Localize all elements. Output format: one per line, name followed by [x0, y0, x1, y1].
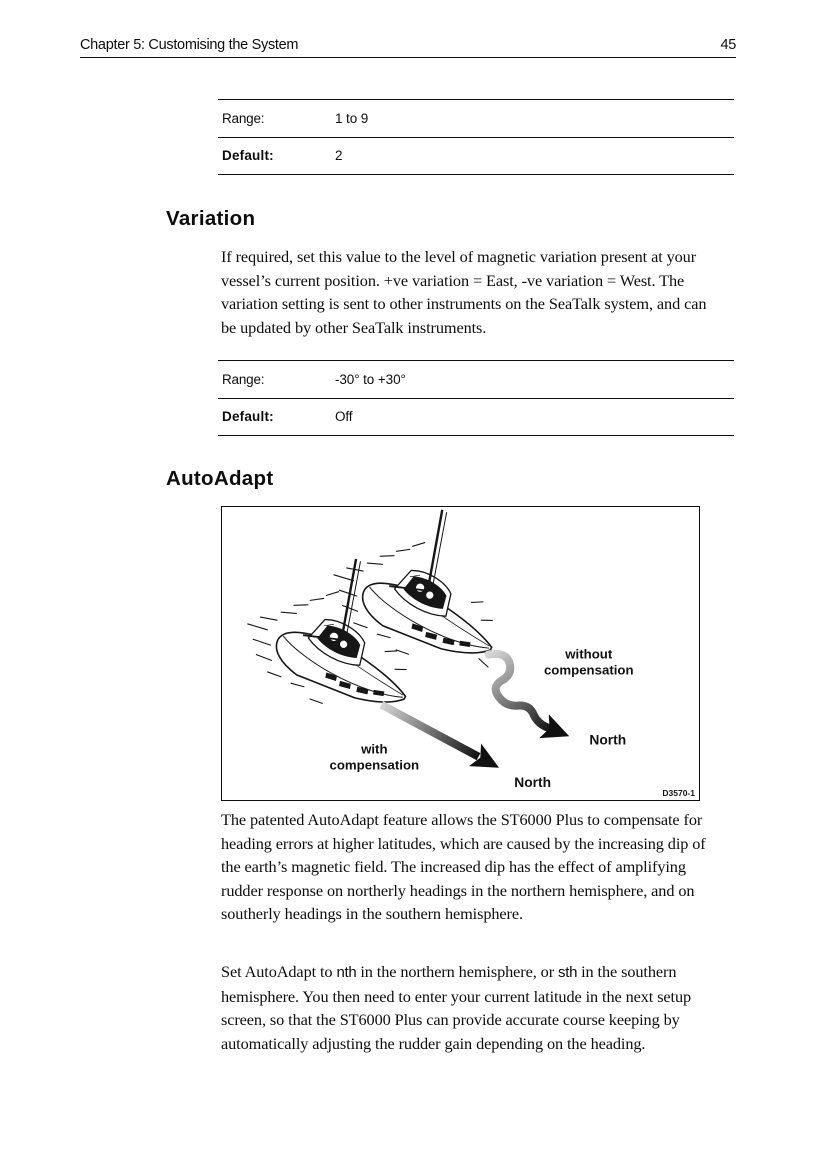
table-row: [218, 361, 734, 399]
table-row: [218, 399, 734, 437]
figure-label-with-line1: with: [361, 741, 388, 757]
page-number: 45: [720, 37, 736, 53]
figure-label-without-line1: without: [565, 646, 613, 662]
range-label: Range:: [222, 371, 265, 387]
default-value: Off: [335, 409, 353, 425]
section-heading-variation: Variation: [166, 207, 256, 230]
figure-drawing-ref: D3570-1: [662, 787, 695, 798]
with-compensation-arrow: [381, 705, 478, 757]
default-label: Default:: [222, 409, 274, 425]
north-label-bottom: North: [514, 773, 552, 790]
figure-label-with-line2: compensation: [329, 757, 420, 773]
chapter-title: Chapter 5: Customising the System: [80, 37, 299, 53]
spec-table-variation: [218, 360, 734, 436]
without-compensation-arrow: [489, 654, 548, 728]
table-row: [218, 100, 734, 138]
table-row: [218, 138, 734, 176]
range-value: -30° to +30°: [335, 371, 406, 387]
range-value: 1 to 9: [335, 110, 369, 126]
paragraph-variation: If required, set this value to the level of magnetic variation present at your vessel’s current position. +ve variation = East, -ve variation = West. The variation setting is sent to other instruments on the SeaTalk system, and can be updated by other SeaTalk instruments.: [221, 247, 707, 337]
default-value: 2: [335, 148, 343, 164]
default-label: Default:: [222, 148, 274, 164]
running-header: [80, 37, 736, 58]
paragraph-autoadapt-1: The patented AutoAdapt feature allows the ST6000 Plus to compensate for heading errors at higher latitudes, which are caused by the increasing dip of the earth’s magnetic field. The increased dip has the effect of amplifying rudder response on northerly headings in the northern hemisphere, and on southerly headings in the southern hemisphere.: [221, 810, 706, 924]
paragraph-autoadapt-2: Set AutoAdapt to nth in the northern hemisphere, or sth in the southern hemisphere. You then need to enter your current latitude in the next setup screen, so that the ST6000 Plus can provide accurate course keeping by automatically adjusting the rudder gain depending on the heading.: [221, 962, 692, 1053]
range-label: Range:: [222, 110, 265, 126]
section-heading-autoadapt: AutoAdapt: [166, 467, 274, 490]
autoadapt-figure: [221, 506, 700, 801]
spec-table-response: [218, 99, 734, 175]
autoadapt-illustration: [222, 507, 699, 800]
north-label-right: North: [589, 731, 627, 748]
figure-label-without-line2: compensation: [543, 662, 634, 678]
